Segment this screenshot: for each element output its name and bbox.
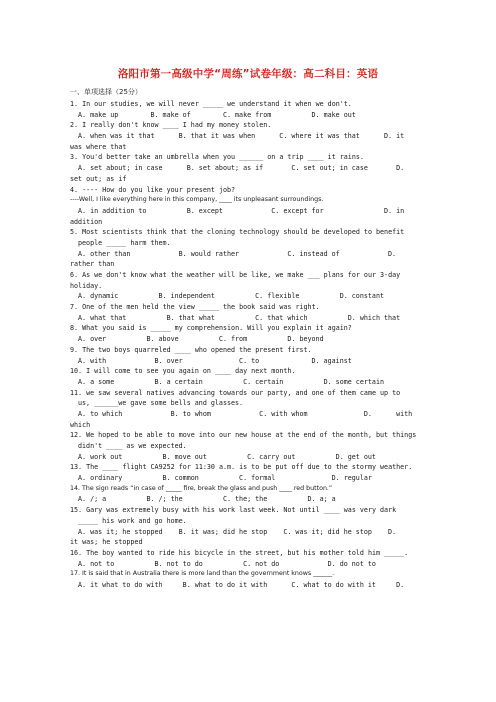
answer-options-line: A. work out B. move out C. carry out D. get out (78, 452, 376, 461)
answer-options-line: A. was it; he stopped B. it was; did he stop C. was it; did he stop D. (78, 527, 397, 536)
question-line: 9. The two boys quarreled ____ who opened the present first. (70, 345, 312, 354)
text-line: people _____ harm them. (78, 238, 171, 247)
page-title: 洛阳市第一高级中学“周练”试卷年级：高二科目：英语 (117, 68, 379, 80)
answer-options-line: A. /; a B. /; the C. the; the D. a; a (78, 495, 336, 504)
question-line: 8. What you said is _____ my comprehension. Will you explain it again? (70, 324, 352, 333)
answer-options-line: A. in addition to B. except C. except for D. in (78, 206, 405, 215)
answer-options-line: A. with B. over C. to D. against (78, 356, 352, 365)
section-heading: 一、单项选择（25分） (70, 88, 142, 96)
question-line: 10. I will come to see you again on ____ day next month. (70, 367, 296, 376)
answer-options-line: A. set about; in case B. set about; as if C. set out; in case D. (78, 164, 405, 173)
text-line: it was; he stopped (70, 538, 143, 547)
answer-options-line: A. not to B. not to do C. not do D. do not to (78, 559, 376, 568)
question-line: 14. The sign reads “in case of _____ fire, break the glass and push ____ red button.” (70, 484, 333, 492)
text-line: was where that (70, 142, 127, 151)
question-line: 17. It is said that in Australia there is more land than the government knows ______. (70, 570, 335, 578)
answer-options-line: A. when was it that B. that it was when C. where it was that D. it (78, 132, 405, 141)
question-line: 12. We hoped to be able to move into our new house at the end of the month, but things (70, 431, 417, 440)
text-line: us, ______we gave some bells and glasses. (78, 399, 244, 408)
answer-options-line: A. to which B. to whom C. with whom D. with (78, 409, 413, 418)
answer-options-line: A. over B. above C. from D. beyond (78, 335, 324, 344)
text-line: addition (70, 217, 103, 226)
question-line: 16. The boy wanted to ride his bicycle in the street, but his mother told him _____. (70, 548, 409, 557)
question-line: 2. I really don't know ____ I had my money stolen. (70, 121, 272, 130)
question-line: ----Well, I like everything here in this company, ____ its unpleasant surroundings. (70, 196, 324, 204)
question-list (70, 99, 435, 591)
question-line: 6. As we don't know what the weather will be like, we make ___ plans for our 3-day (70, 271, 401, 279)
text-line: which (70, 420, 91, 429)
answer-options-line: A. a some B. a certain C. certain D. some certain (78, 377, 384, 386)
answer-options-line: A. what that B. that what C. that which D. which that (78, 313, 401, 322)
question-line: 3. You'd better take an umbrella when you ______ on a trip ____ it rains. (70, 153, 364, 162)
answer-options-line: A. ordinary B. common C. formal D. regular (78, 474, 372, 483)
answer-options-line: A. other than B. would rather C. instead of D. (78, 249, 397, 258)
question-line: 15. Gary was extremely busy with his work last week. Not until ____ was very dark (70, 506, 397, 515)
text-line: holiday. (70, 281, 103, 290)
question-line: 11. we saw several natives advancing towards our party, and one of them came up to (70, 388, 401, 397)
question-line: 13. The ____ flight CA9252 for 11:30 a.m. is to be put off due to the stormy weather. (70, 463, 413, 472)
text-line: didn't ____ as we expected. (78, 442, 187, 450)
text-line: _____ his work and go home. (78, 516, 187, 525)
answer-options-line: A. make up B. make of C. make from D. make out (78, 110, 356, 119)
answer-options-line: A. it what to do with B. what to do it with C. what to do with it D. (78, 580, 405, 589)
answer-options-line: A. dynamic B. independent C. flexible D. constant (78, 292, 384, 301)
question-line: 4. ---- How do you like your present job? (70, 185, 236, 194)
question-line: 7. One of the men held the view _____ the book said was right. (70, 303, 320, 312)
text-line: rather than (70, 260, 115, 269)
question-line: 5. Most scientists think that the cloning technology should be developed to benefit (70, 228, 405, 237)
text-line: set out; as if (70, 174, 127, 183)
question-line: 1. In our studies, we will never _____ we understand it when we don't. (70, 100, 352, 108)
